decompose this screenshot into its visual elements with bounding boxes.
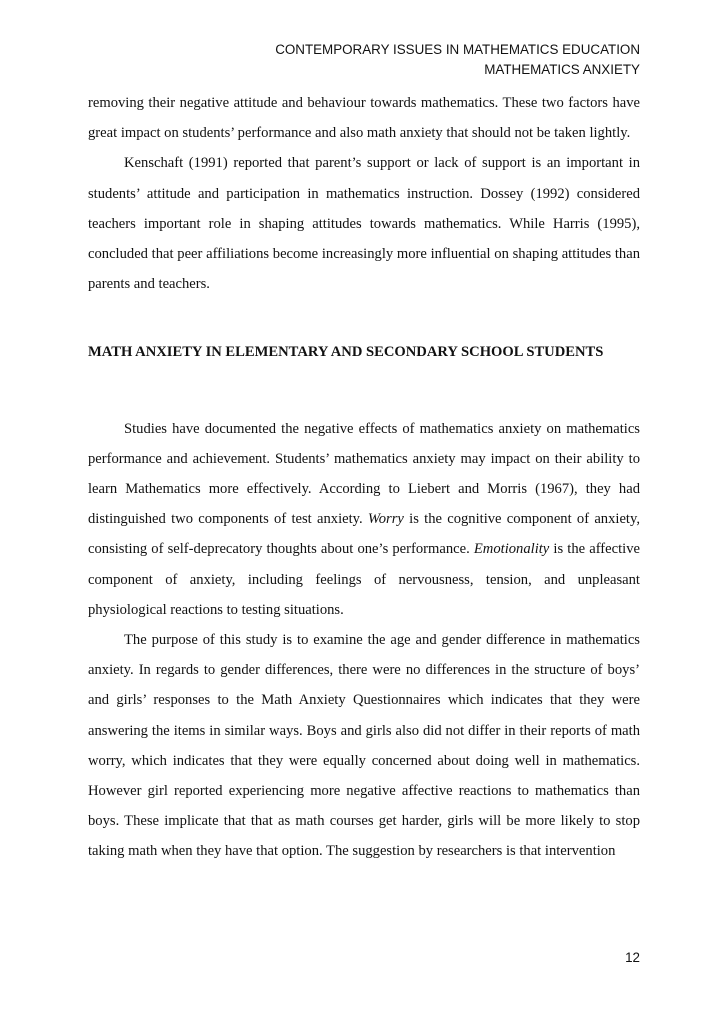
term-worry: Worry — [367, 511, 404, 528]
header-title: CONTEMPORARY ISSUES IN MATHEMATICS EDUCATION — [275, 42, 640, 57]
text-run: is the cognitive component of anxiety, consisting of self-deprecatory thoughts about one’s performance. — [88, 511, 640, 558]
spacer — [88, 299, 640, 337]
page-number: 12 — [625, 950, 640, 965]
running-header — [275, 40, 640, 80]
spacer — [88, 368, 640, 414]
paragraph-continued: removing their negative attitude and behaviour towards mathematics. These two factors have great impact on students’ performance and also math anxiety that should not be taken lightly. — [88, 95, 640, 142]
text-run: Studies have documented the negative effects of mathematics anxiety on mathematics performance and achievement. Students’ mathematics anxiety may impact on their ability to learn Mathematics more effectively. According to Liebert and Morris (1967), they had distinguished two components of test anxiety. — [88, 420, 640, 528]
paragraph-studies — [88, 414, 640, 625]
body-text — [88, 88, 640, 867]
term-emotionality: Emotionality — [473, 541, 550, 558]
section-heading: MATH ANXIETY IN ELEMENTARY AND SECONDARY SCHOOL STUDENTS — [88, 344, 604, 361]
paragraph-kenschaft: Kenschaft (1991) reported that parent’s support or lack of support is an important in students’ attitude and participation in mathematics instruction. Dossey (1992) considered teachers important role in shaping attitudes towards mathematics. While Harris (1995), concluded that peer affiliations become increasingly more influential on shaping attitudes than parents and teachers. — [88, 155, 640, 293]
text-run: is the affective component of anxiety, including feelings of nervousness, tension, and unpleasant physiological reactions to testing situations. — [88, 541, 640, 618]
header-subtitle: MATHEMATICS ANXIETY — [484, 62, 640, 77]
paragraph-purpose: The purpose of this study is to examine the age and gender difference in mathematics anxiety. In regards to gender differences, there were no differences in the structure of boys’ and girls’ responses to the Math Anxiety Questionnaires which indicates that they were answering the items in similar ways. Boys and girls also did not differ in their reports of math worry, which indicates that they were equally concerned about doing well in mathematics. However girl reported experiencing more negative affective reactions to mathematics than boys. These implicate that that as math courses get harder, girls will be more likely to stop taking math when they have that option. The suggestion by researchers is that intervention — [88, 632, 640, 860]
